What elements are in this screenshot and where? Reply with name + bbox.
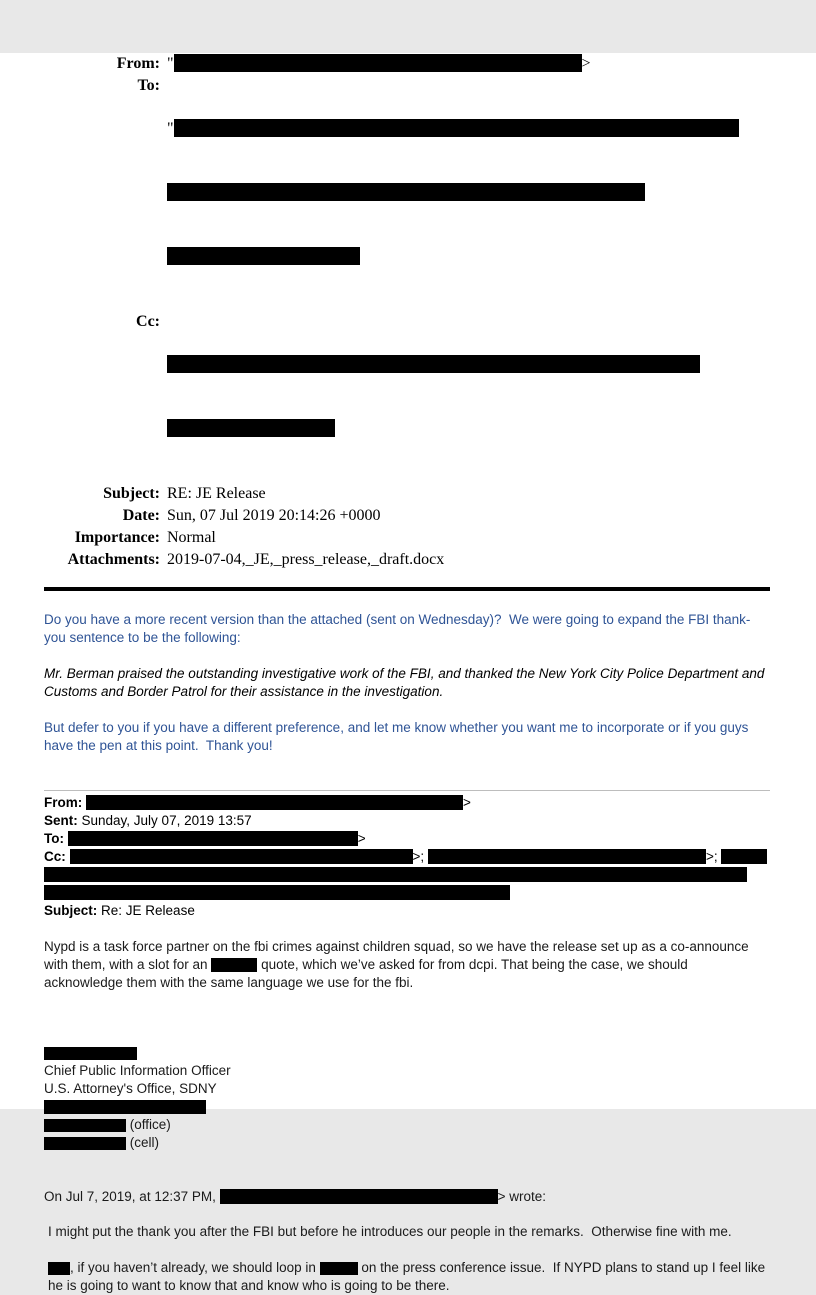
attachments-label: Attachments: bbox=[67, 551, 160, 568]
quoted-from-label: From: bbox=[44, 795, 83, 810]
redaction-bar bbox=[220, 1189, 498, 1204]
signature-title: Chief Public Information Officer bbox=[44, 1063, 231, 1078]
redaction-bar bbox=[70, 849, 413, 864]
redaction-bar bbox=[44, 867, 747, 882]
importance-label: Importance: bbox=[74, 529, 160, 546]
reply-paragraph-2-text-1: , if you haven’t already, we should loop in bbox=[70, 1260, 320, 1275]
quoted-body-text-1: Nypd is a task force partner on the fbi crimes against children squad, so we have the release set up as a co-announce with them, with a slot for an bbox=[44, 939, 753, 972]
email-header bbox=[44, 53, 770, 571]
quoted-cc-row bbox=[44, 848, 770, 866]
quoted-cc-separator: >; bbox=[412, 849, 425, 864]
to-line-3 bbox=[167, 247, 770, 267]
cell-label: (cell) bbox=[126, 1135, 159, 1150]
redaction-bar bbox=[211, 958, 257, 972]
quoted-cc-label: Cc: bbox=[44, 849, 66, 864]
quoted-email-header bbox=[44, 794, 770, 920]
reply-paragraph-2-text-2: on the press conference issue. If NYPD plans to stand up I feel like he is going to want to know that and know who is going to be there. bbox=[48, 1260, 769, 1293]
redaction-bar bbox=[167, 419, 335, 437]
from-value bbox=[167, 53, 770, 75]
from-quote: " bbox=[167, 55, 174, 72]
quoted-to-row bbox=[44, 830, 770, 848]
redaction-bar bbox=[44, 1119, 126, 1132]
quoted-subject-row bbox=[44, 902, 770, 920]
signature-name-line bbox=[44, 1044, 770, 1062]
signature-block bbox=[44, 1044, 770, 1152]
quoted-sent-row bbox=[44, 812, 770, 830]
to-line-1 bbox=[167, 119, 770, 139]
signature-office-line bbox=[44, 1116, 770, 1134]
date-value: Sun, 07 Jul 2019 20:14:26 +0000 bbox=[167, 507, 381, 524]
reply-intro-suffix: > wrote: bbox=[497, 1189, 547, 1204]
signature-org: U.S. Attorney's Office, SDNY bbox=[44, 1081, 217, 1096]
quoted-cc-wrap-2 bbox=[44, 884, 770, 902]
redaction-bar bbox=[44, 1137, 126, 1150]
redaction-bar bbox=[721, 849, 767, 864]
email-document-page bbox=[0, 53, 816, 1293]
cc-line-1 bbox=[167, 355, 770, 375]
office-label: (office) bbox=[126, 1117, 171, 1132]
redaction-bar bbox=[174, 119, 739, 137]
redaction-bar bbox=[428, 849, 706, 864]
quoted-to-label: To: bbox=[44, 831, 64, 846]
quoted-from-angle: > bbox=[463, 795, 471, 810]
quoted-cc-wrap-1 bbox=[44, 866, 770, 884]
quoted-subject-value: Re: JE Release bbox=[101, 903, 195, 918]
reply-attribution-line bbox=[44, 1188, 770, 1206]
quoted-cc-separator: >; bbox=[705, 849, 718, 864]
attachment-filename: 2019-07-04,_JE,_press_release,_draft.docx bbox=[167, 551, 445, 568]
cc-value bbox=[167, 311, 770, 483]
redaction-bar bbox=[44, 885, 510, 900]
to-value bbox=[167, 75, 770, 311]
redaction-bar bbox=[48, 1262, 70, 1275]
quoted-body-paragraph bbox=[44, 938, 770, 992]
cc-line-2 bbox=[167, 419, 770, 439]
message-paragraph-1: Do you have a more recent version than the attached (sent on Wednesday)? We were going to expand the FBI thank-you sentence to be the following: bbox=[44, 612, 751, 645]
importance-value: Normal bbox=[167, 529, 216, 546]
quoted-message-divider bbox=[44, 790, 770, 791]
reply-paragraph-1: I might put the thank you after the FBI but before he introduces our people in the remarks. Otherwise fine with me. bbox=[48, 1224, 732, 1239]
message-paragraph-quote: Mr. Berman praised the outstanding investigative work of the FBI, and thanked the New York City Police Department and Customs and Border Patrol for their assistance in the investigation. bbox=[44, 666, 769, 699]
quoted-subject-label: Subject: bbox=[44, 903, 98, 918]
to-quote: " bbox=[167, 120, 174, 137]
subject-value: RE: JE Release bbox=[167, 485, 266, 502]
message-paragraph-2: But defer to you if you have a different preference, and let me know whether you want me to incorporate or if you guys have the pen at this point. Thank you! bbox=[44, 720, 753, 753]
date-label: Date: bbox=[122, 507, 160, 524]
quoted-to-angle: > bbox=[357, 831, 366, 846]
redaction-bar bbox=[320, 1262, 358, 1275]
signature-email-line bbox=[44, 1098, 770, 1116]
from-label: From: bbox=[116, 55, 160, 72]
redaction-bar bbox=[174, 54, 582, 72]
to-line-2 bbox=[167, 183, 770, 203]
redaction-bar bbox=[44, 1100, 206, 1114]
quoted-from-row bbox=[44, 794, 770, 812]
quoted-body-text-2: quote, which we’ve asked for from dcpi. That being the case, we should acknowledge them with the same language we use for the fbi. bbox=[44, 957, 692, 990]
from-angle: > bbox=[581, 55, 591, 72]
subject-label: Subject: bbox=[103, 485, 160, 502]
signature-cell-line bbox=[44, 1134, 770, 1152]
redaction-bar bbox=[167, 355, 700, 373]
header-divider-rule bbox=[44, 587, 770, 591]
reply-paragraph-2 bbox=[44, 1259, 770, 1295]
quoted-sent-value: Sunday, July 07, 2019 13:57 bbox=[81, 813, 252, 828]
quoted-sent-label: Sent: bbox=[44, 813, 78, 828]
to-label: To: bbox=[137, 77, 160, 94]
reply-intro-text: On Jul 7, 2019, at 12:37 PM, bbox=[44, 1189, 220, 1204]
redaction-bar bbox=[68, 831, 358, 846]
redaction-bar bbox=[167, 247, 360, 265]
redaction-bar bbox=[44, 1047, 137, 1060]
redaction-bar bbox=[86, 795, 463, 810]
redaction-bar bbox=[167, 183, 645, 201]
cc-label: Cc: bbox=[136, 313, 160, 330]
